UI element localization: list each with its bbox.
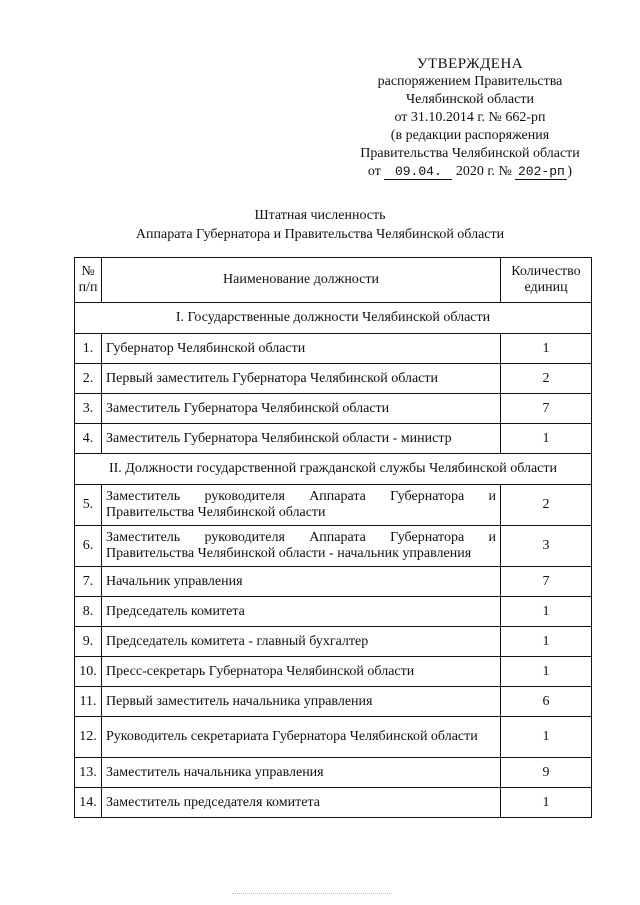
row-name: Первый заместитель начальника управления xyxy=(102,687,501,717)
row-num: 11. xyxy=(75,687,102,717)
row-name: Заместитель руководителя Аппарата Губернатора и Правительства Челябинской области xyxy=(102,485,501,526)
row-count: 7 xyxy=(501,567,592,597)
row-name: Руководитель секретариата Губернатора Челябинской области xyxy=(102,717,501,758)
approval-line: распоряжением Правительства xyxy=(377,74,563,89)
page-bottom-divider xyxy=(232,893,392,894)
table-header-row xyxy=(75,258,592,303)
row-count: 1 xyxy=(501,717,592,758)
row-num: 12. xyxy=(75,717,102,758)
header-num: № п/п xyxy=(75,258,102,303)
row-name: Начальник управления xyxy=(102,567,501,597)
row-num: 10. xyxy=(75,657,102,687)
table-row xyxy=(75,364,592,394)
approval-line: Челябинской области xyxy=(406,92,534,107)
table-row xyxy=(75,567,592,597)
table-row xyxy=(75,334,592,364)
title-line-1: Штатная численность xyxy=(254,208,386,223)
approval-line: Правительства Челябинской области xyxy=(360,146,580,161)
row-num: 7. xyxy=(75,567,102,597)
row-num: 3. xyxy=(75,394,102,424)
row-name: Первый заместитель Губернатора Челябинской области xyxy=(102,364,501,394)
row-name: Губернатор Челябинской области xyxy=(102,334,501,364)
row-count: 9 xyxy=(501,758,592,788)
row-count: 2 xyxy=(501,485,592,526)
approval-line: от 31.10.2014 г. № 662-рп xyxy=(394,110,546,125)
section-2-title: II. Должности государственной гражданской службы Челябинской области xyxy=(75,454,592,485)
row-num: 8. xyxy=(75,597,102,627)
section-row xyxy=(75,454,592,485)
approval-block xyxy=(340,55,600,181)
amendment-date: 09.04. xyxy=(384,165,452,180)
row-count: 1 xyxy=(501,788,592,818)
section-row xyxy=(75,303,592,334)
table-row xyxy=(75,485,592,526)
document-title xyxy=(0,206,640,244)
title-line-2: Аппарата Губернатора и Правительства Челябинской области xyxy=(135,227,505,242)
row-num: 9. xyxy=(75,627,102,657)
row-count: 1 xyxy=(501,334,592,364)
row-name: Заместитель Губернатора Челябинской области xyxy=(102,394,501,424)
row-num: 5. xyxy=(75,485,102,526)
row-num: 2. xyxy=(75,364,102,394)
header-name: Наименование должности xyxy=(102,258,501,303)
table-row xyxy=(75,394,592,424)
row-name: Председатель комитета - главный бухгалтер xyxy=(102,627,501,657)
row-count: 1 xyxy=(501,627,592,657)
section-1-title: I. Государственные должности Челябинской области xyxy=(75,303,592,334)
close-paren: ) xyxy=(567,164,573,179)
approval-heading: УТВЕРЖДЕНА xyxy=(416,56,524,72)
table-row xyxy=(75,597,592,627)
row-num: 4. xyxy=(75,424,102,454)
table-row xyxy=(75,526,592,567)
amendment-line xyxy=(340,163,600,181)
table-row xyxy=(75,687,592,717)
amendment-year: 2020 г. № xyxy=(455,164,512,179)
row-num: 13. xyxy=(75,758,102,788)
table-row xyxy=(75,758,592,788)
row-name: Председатель комитета xyxy=(102,597,501,627)
row-num: 6. xyxy=(75,526,102,567)
row-name: Пресс-секретарь Губернатора Челябинской области xyxy=(102,657,501,687)
row-count: 7 xyxy=(501,394,592,424)
row-count: 6 xyxy=(501,687,592,717)
row-count: 1 xyxy=(501,597,592,627)
header-count: Количество единиц xyxy=(501,258,592,303)
row-num: 1. xyxy=(75,334,102,364)
table-row xyxy=(75,627,592,657)
table-row xyxy=(75,424,592,454)
row-count: 3 xyxy=(501,526,592,567)
row-count: 2 xyxy=(501,364,592,394)
amendment-number: 202-рп xyxy=(515,165,567,180)
row-name: Заместитель начальника управления xyxy=(102,758,501,788)
table-row xyxy=(75,657,592,687)
row-count: 1 xyxy=(501,657,592,687)
row-num: 14. xyxy=(75,788,102,818)
staff-table xyxy=(74,257,592,818)
table-row xyxy=(75,717,592,758)
approval-line: (в редакции распоряжения xyxy=(390,128,550,143)
row-count: 1 xyxy=(501,424,592,454)
from-prefix: от xyxy=(367,164,381,179)
row-name: Заместитель руководителя Аппарата Губернатора и Правительства Челябинской области - начальник управления xyxy=(102,526,501,567)
table-row xyxy=(75,788,592,818)
row-name: Заместитель председателя комитета xyxy=(102,788,501,818)
row-name: Заместитель Губернатора Челябинской области - министр xyxy=(102,424,501,454)
